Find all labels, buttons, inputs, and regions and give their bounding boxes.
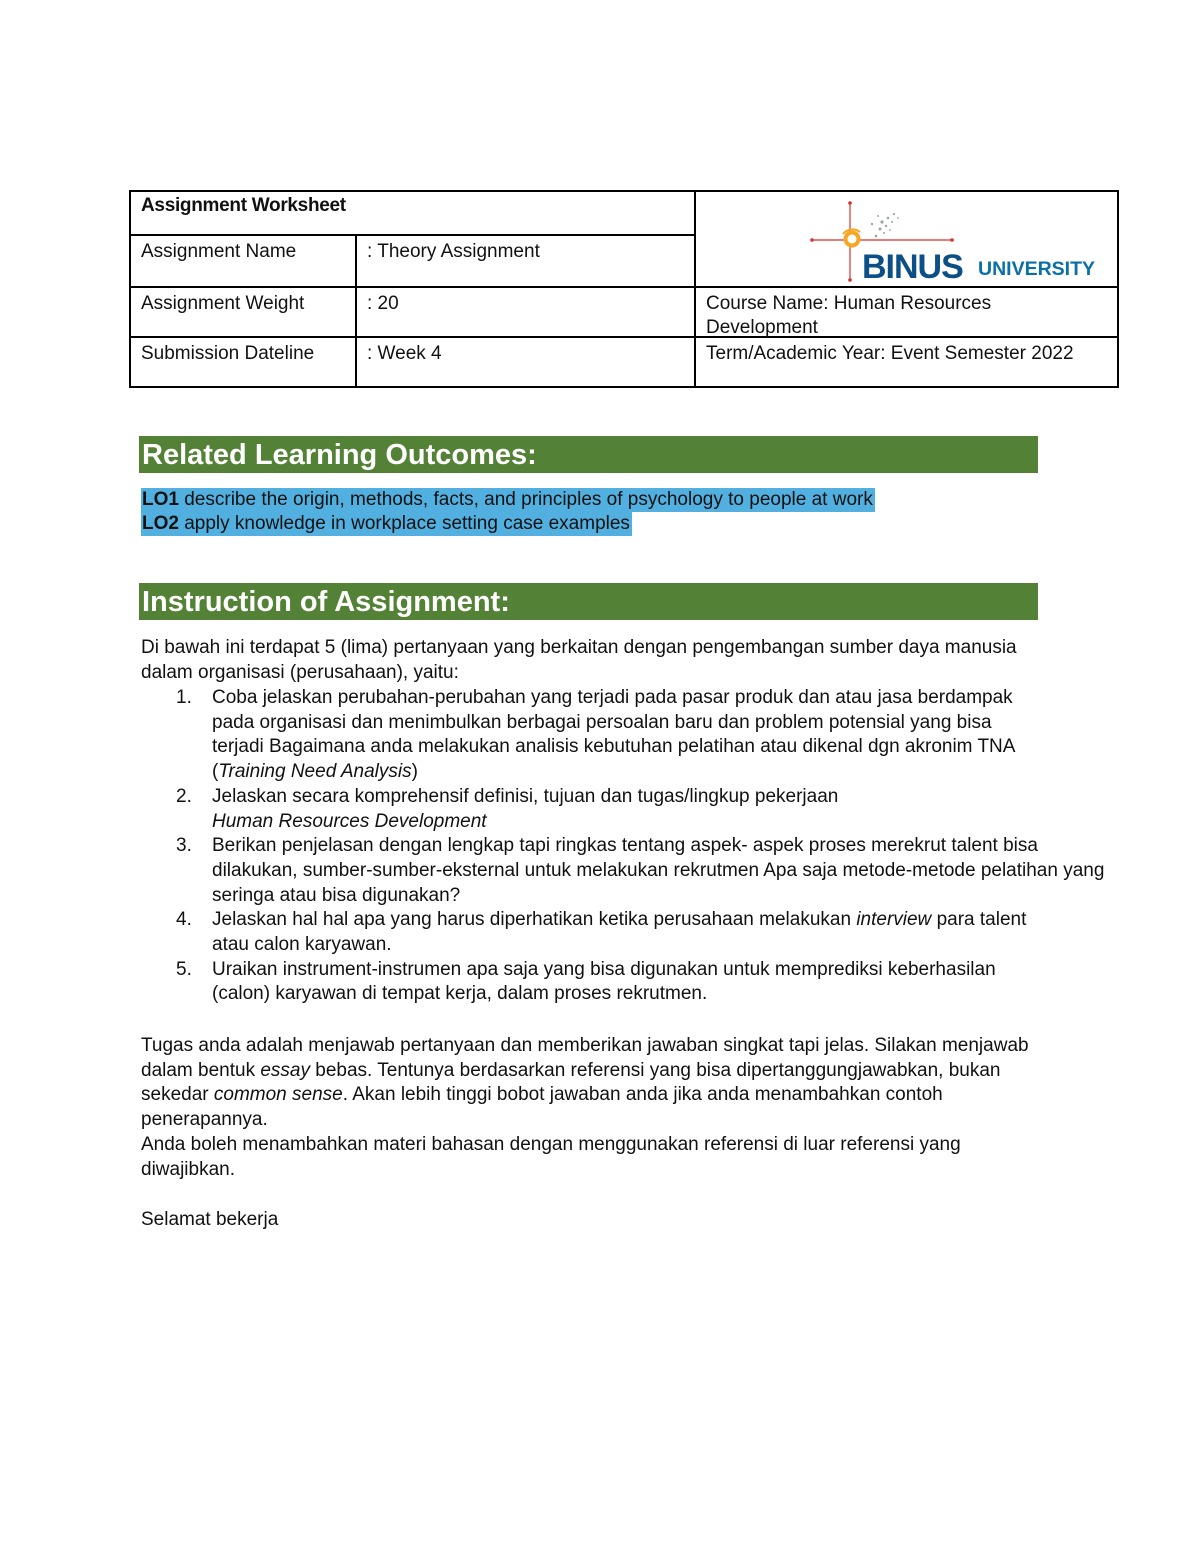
binus-university-logo [810,196,1110,286]
learning-outcome-lo1: LO1 describe the origin, methods, facts, and principles of psychology to people at work [142,489,873,510]
extra-reference-paragraph: Anda boleh menambahkan materi bahasan dengan menggunakan referensi di luar referensi yang diwajibkan. [141,1134,961,1180]
instruction-heading: Instruction of Assignment: [139,583,1038,620]
submission-dateline-value: : Week 4 [367,343,442,364]
term-academic-year: Term/Academic Year: Event Semester 2022 [706,343,1074,364]
submission-dateline-label: Submission Dateline [141,343,315,364]
closing-text: Selamat bekerja [141,1209,279,1230]
question-list [141,686,1105,1007]
list-item: 4. Jelaskan hal hal apa yang harus diperhatikan ketika perusahaan melakukan interview para talent atau calon karyawan. [176,909,1027,956]
assignment-weight-value: : 20 [367,293,399,314]
assignment-name-label: Assignment Name [141,241,297,262]
assignment-weight-label: Assignment Weight [141,293,305,314]
assignment-name-value: : Theory Assignment [367,241,540,262]
learning-outcomes-heading: Related Learning Outcomes: [139,436,1038,473]
learning-outcome-lo2: LO2 apply knowledge in workplace setting case examples [142,513,630,534]
list-item: 1. Coba jelaskan perubahan-perubahan yang terjadi pada pasar produk dan atau jasa berdampak pada organisasi dan menimbulkan berbagai persoalan baru dan problem potensial yang bisa terjadi Bagaimana anda melakukan analisis kebutuhan pelatihan atau dikenal dgn akronim TNA (Training Need Analysis) [176,687,1015,783]
list-item: 3. Berikan penjelasan dengan lengkap tapi ringkas tentang aspek- aspek proses merekrut talent bisa dilakukan, sumber-sumber-eksternal untuk melakukan rekrutmen Apa saja metode-metode pelatihan yang seringa atau bisa digunakan? [176,835,1105,906]
task-paragraph: Tugas anda adalah menjawab pertanyaan dan memberikan jawaban singkat tapi jelas. Silakan menjawab dalam bentuk essay bebas. Tentunya berdasarkan referensi yang bisa dipertanggungjawabkan, bukan sekedar common sense. Akan lebih tinggi bobot jawaban anda jika anda menambahkan contoh penerapannya. [141,1035,1029,1131]
logo-binus-text: BINUS [862,248,963,286]
instruction-intro: Di bawah ini terdapat 5 (lima) pertanyaan yang berkaitan dengan pengembangan sumber daya manusia dalam organisasi (perusahaan), yaitu: [141,637,1017,683]
worksheet-title: Assignment Worksheet [141,195,346,216]
list-item: 5. Uraikan instrument-instrumen apa saja yang bisa digunakan untuk memprediksi keberhasilan (calon) karyawan di tempat kerja, dalam proses rekrutmen. [176,958,996,1005]
course-name: Course Name: Human Resources Development [706,293,992,338]
logo-university-text: UNIVERSITY [978,258,1096,280]
list-item: 2. Jelaskan secara komprehensif definisi, tujuan dan tugas/lingkup pekerjaan Human Resources Development [176,785,839,832]
